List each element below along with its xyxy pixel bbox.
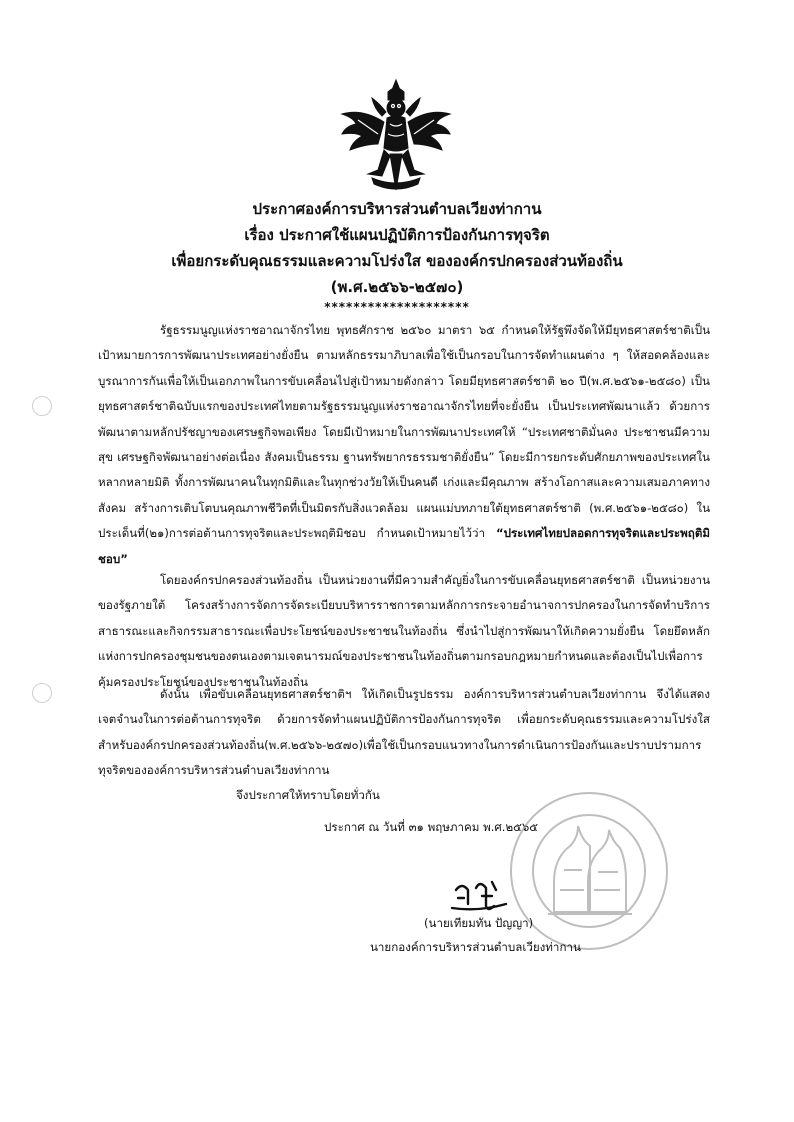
title-separator-stars: ******************** bbox=[324, 300, 470, 314]
punch-hole-bottom bbox=[32, 683, 52, 703]
paragraph-1-text: รัฐธรรมนูญแห่งราชอาณาจักรไทย พุทธศักราช ๒๕๖๐ มาตรา ๖๕ กำหนดให้รัฐพึงจัดให้มียุทธศาสตร์ชาติเป็นเป้าหมายการการพัฒนาประเทศอย่างยั่งยืน ตามหลักธรรมาภิบาลเพื่อใช้เป็นกรอบในการจัดทำแผนต่าง ๆ ให้สอดคล้องและบูรณาการกันเพื่อให้เป็นเอกภาพในการขับเคลื่อนไปสู่เป้าหมายดังกล่าว โดยมียุทธศาสตร์ชาติ ๒๐ ปี(พ.ศ.๒๕๖๑-๒๕๘๐) เป็นยุทธศาสตร์ชาติฉบับแรกของประเทศไทยตามรัฐธรรมนูญแห่งราชอาณาจักรไทยที่จะยั่งยืน เป็นประเทศพัฒนาแล้ว ด้วยการพัฒนาตามหลักปรัชญาของเศรษฐกิจพอเพียง โดยมีเป้าหมายในการพัฒนาประเทศให้ “ประเทศชาติมั่นคง ประชาชนมีความสุข เศรษฐกิจพัฒนาอย่างต่อเนื่อง สังคมเป็นธรรม ฐานทรัพยากรธรรมชาติยั่งยืน” โดยะมีการยกระดับศักยภาพของประเทศในหลากหลายมิติ ทั้งการพัฒนาคนในทุกมิติและในทุกช่วงวัยให้เป็นคนดี เก่งและมีคุณภาพ สร้างโอกาสและความเสมอภาคทางสังคม สร้างการเติบโตบนคุณภาพชีวิตที่เป็นมิตรกับสิ่งแวดล้อม แผนแม่บทภายใต้ยุทธศาสตร์ชาติ (พ.ศ.๒๕๖๑-๒๕๘๐) ในประเด็นที่(๒๑)การต่อต้านการทุจริตและประพฤติมิชอบ กำหนดเป้าหมายไว้ว่า bbox=[98, 323, 710, 541]
title-line-year: (พ.ศ.๒๕๖๖-๒๕๗๐) bbox=[330, 278, 464, 296]
title-line-1: ประกาศองค์การบริหารส่วนตำบลเวียงท่ากาน bbox=[252, 200, 542, 218]
garuda-emblem-icon bbox=[338, 78, 454, 196]
paragraph-1 bbox=[98, 318, 710, 572]
paragraph-1-emphasis: “ประเทศไทยปลอดการทุจริตและประพฤติมิชอบ” bbox=[98, 526, 710, 566]
paragraph-3 bbox=[98, 682, 710, 784]
paragraph-3-text: ดังนั้น เพื่อขับเคลื่อนยุทธศาสตร์ชาติฯ ให้เกิดเป็นรูปธรรม องค์การบริหารส่วนตำบลเวียงท่ากาน จึงได้แสดงเจตจำนงในการต่อต้านการทุจริต ด้วยการจัดทำแผนปฏิบัติการป้องกันการทุจริต เพื่อยกระดับคุณธรรมและความโปร่งใส สำหรับองค์กรปกครองส่วนท้องถิ่น(พ.ศ.๒๕๖๖-๒๕๗๐)เพื่อใช้เป็นกรอบแนวทางในการดำเนินการป้องกันและปราบปรามการทุจริตขององค์การบริหารส่วนตำบลเวียงท่ากาน bbox=[98, 687, 710, 778]
title-line-subject: เรื่อง ประกาศใช้แผนปฏิบัติการป้องกันการทุจริต bbox=[244, 226, 550, 244]
title-line-3: เพื่อยกระดับคุณธรรมและความโปร่งใส ขององค์กรปกครองส่วนท้องถิ่น bbox=[171, 252, 623, 270]
paragraph-2-text: โดยองค์กรปกครองส่วนท้องถิ่น เป็นหน่วยงานที่มีความสำคัญยิ่งในการขับเคลื่อนยุทธศาสตร์ชาติ เป็นหน่วยงานของรัฐภายใต้ โครงสร้างการจัดการจัดระเบียบบริหารราชการตามหลักการกระจายอำนาจการปกครองในการจัดทำบริการสาธารณะและกิจกรรมสาธารณะเพื่อประโยชน์ของประชาชนในท้องถิ่น ซึ่งนำไปสู่การพัฒนาให้เกิดความยั่งยืน โดยยึดหลักแห่งการปกครองชุมชนของตนเองตามเจตนารมณ์ของประชาชนในท้องถิ่นตามกรอบกฎหมายกำหนดและต้องเป็นไปเพื่อการคุ้มครองประโยชน์ของประชาชนในท้องถิ่น bbox=[98, 573, 710, 689]
signature-icon bbox=[448, 872, 518, 916]
punch-hole-top bbox=[32, 396, 52, 416]
paragraph-2 bbox=[98, 568, 710, 695]
signer-title: นายกองค์การบริหารส่วนตำบลเวียงท่ากาน bbox=[370, 940, 581, 954]
signer-name: (นายเทียมทัน ปัญญา) bbox=[424, 916, 534, 930]
announcement-date: ประกาศ ณ วันที่ ๓๑ พฤษภาคม พ.ศ.๒๕๖๕ bbox=[324, 820, 539, 834]
announcement-line: จึงประกาศให้ทราบโดยทั่วกัน bbox=[236, 788, 380, 802]
